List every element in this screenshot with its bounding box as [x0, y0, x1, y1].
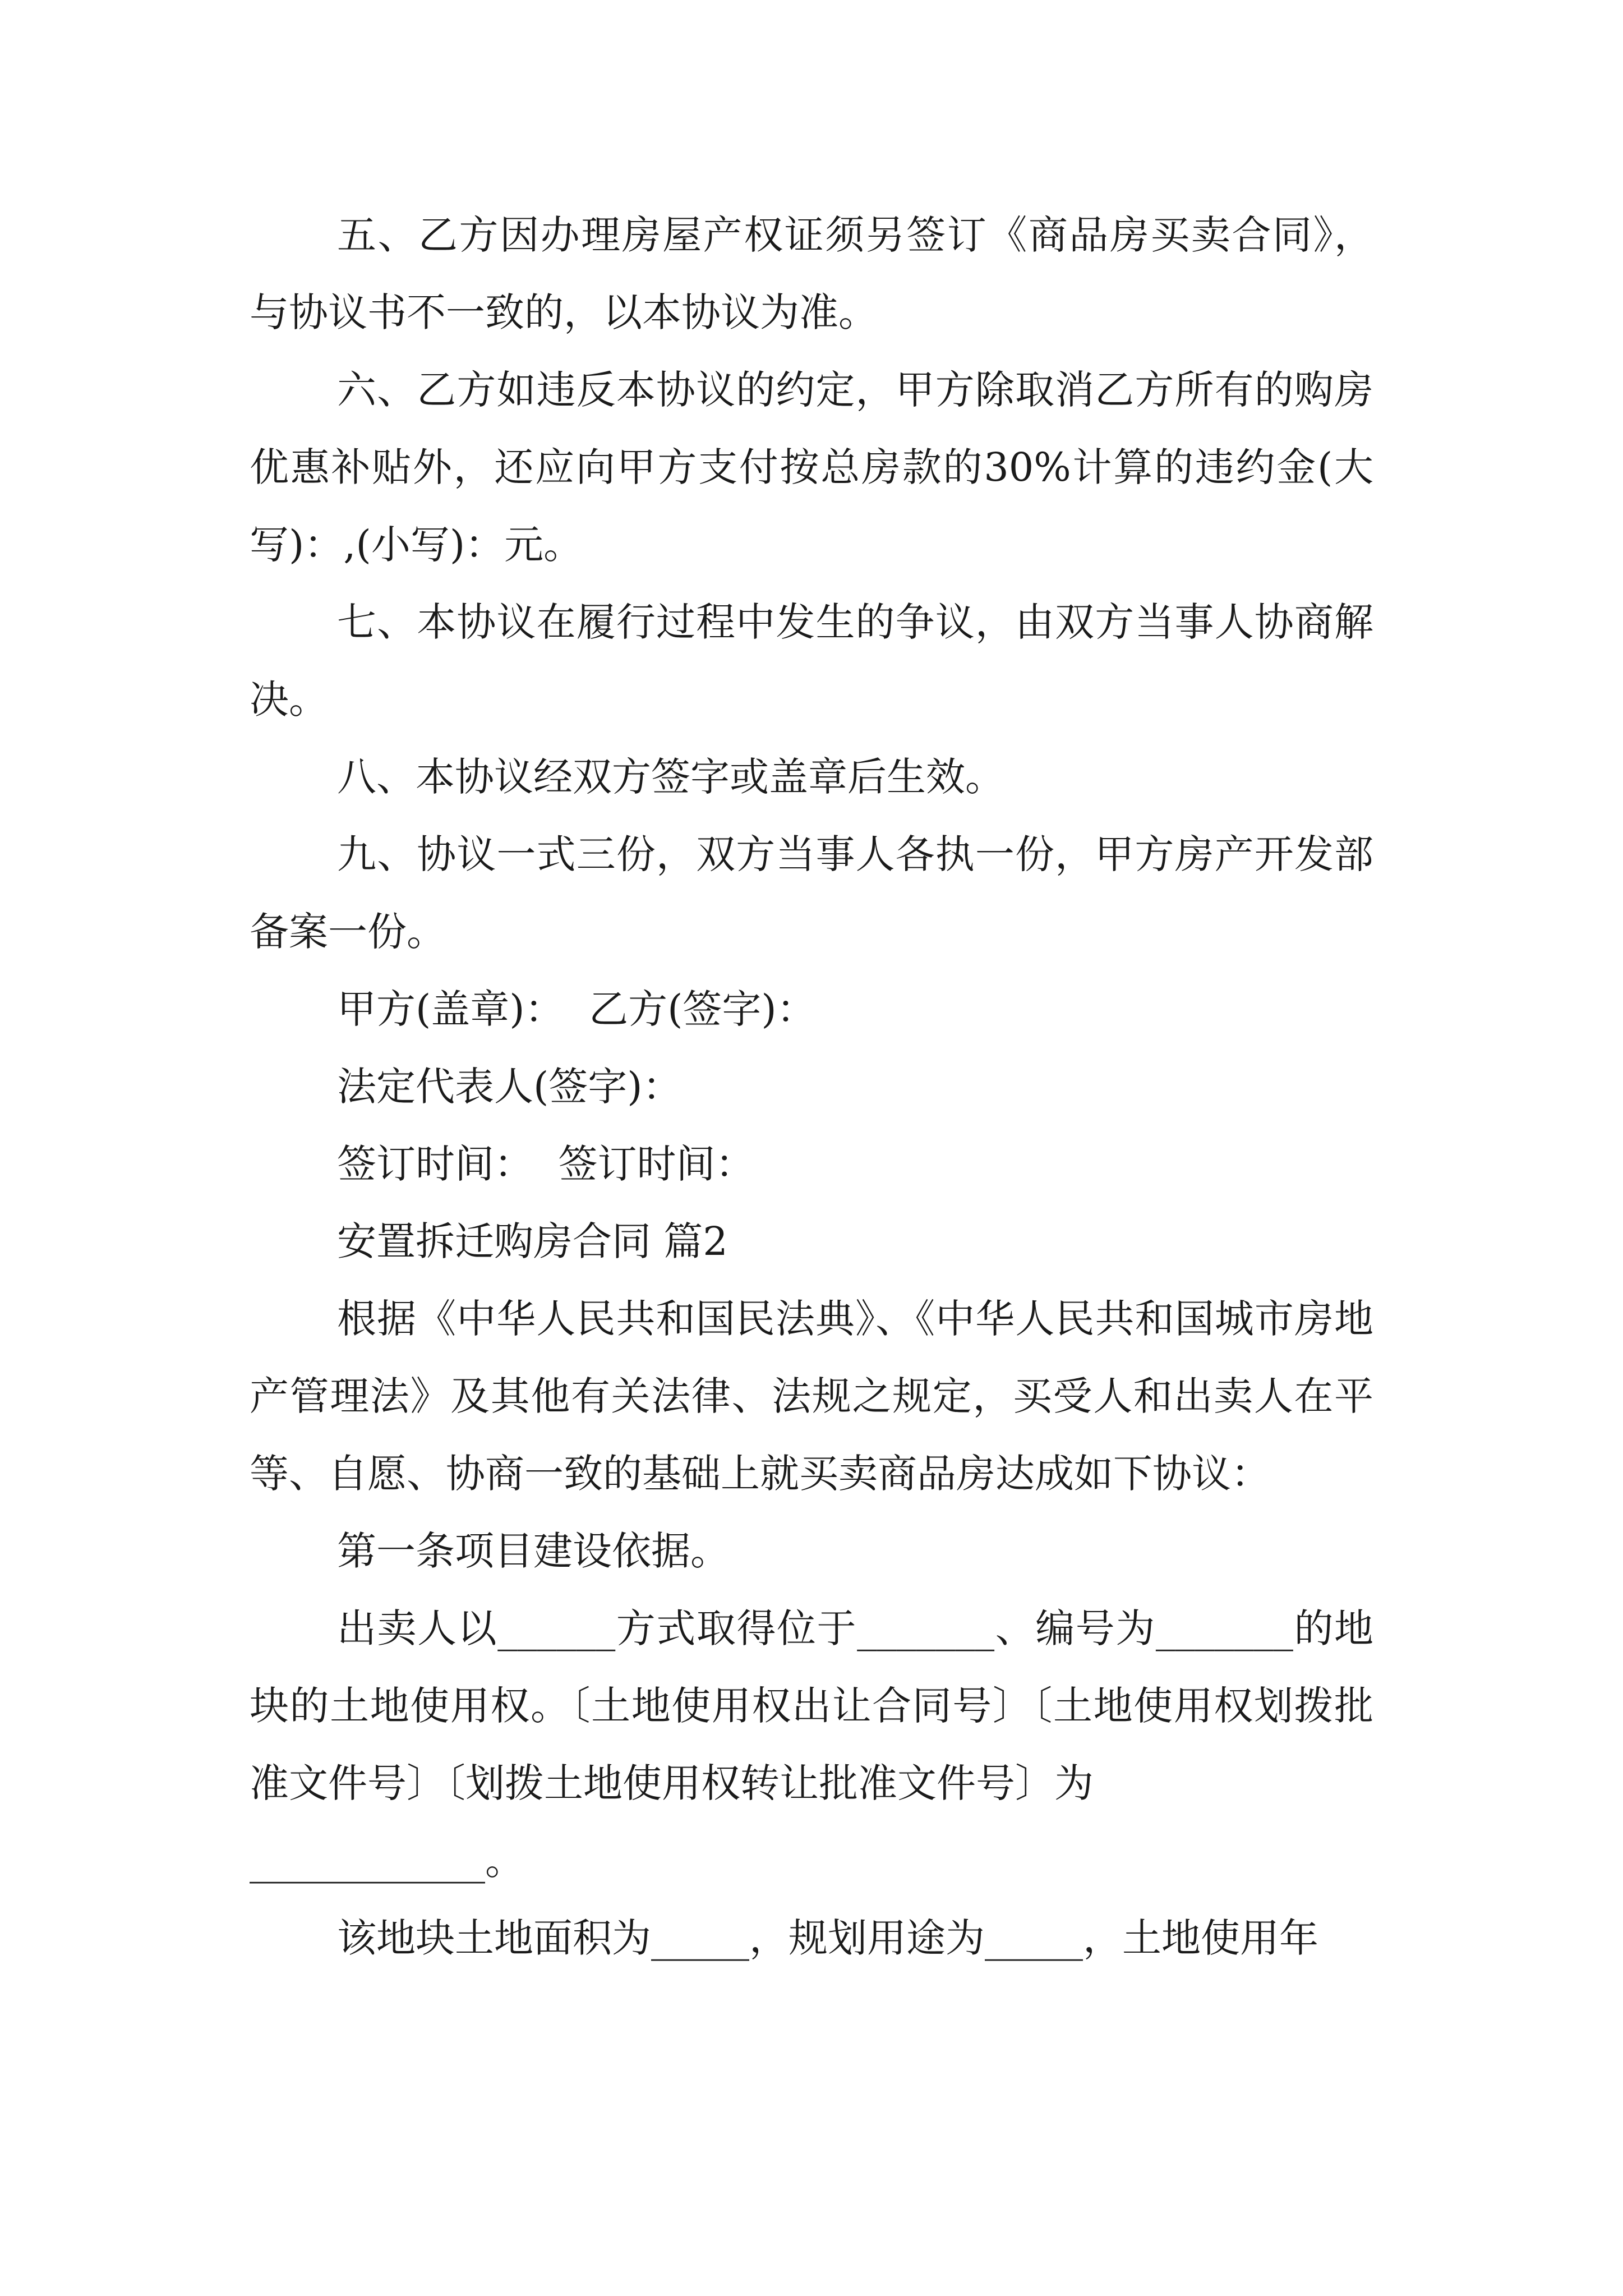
- document-body: [250, 196, 1373, 1977]
- clause-5: 五、乙方因办理房屋产权证须另签订《商品房买卖合同》，与协议书不一致的，以本协议为准。: [250, 212, 1373, 335]
- signing-date-line: 签订时间： 签订时间：: [337, 1141, 755, 1187]
- article-1-heading: 第一条项目建设依据。: [337, 1528, 730, 1574]
- clause-6: 六、乙方如违反本协议的约定，甲方除取消乙方所有的购房优惠补贴外，还应向甲方支付按总房款的30%计算的违约金(大写)：,(小写)：元。: [250, 367, 1373, 568]
- signature-party-line: 甲方(盖章)： 乙方(签字)：: [337, 986, 816, 1032]
- blank-number-line: ____________。: [250, 1838, 524, 1884]
- clause-9: 九、协议一式三份，双方当事人各执一份，甲方房产开发部备案一份。: [250, 831, 1373, 955]
- clause-8: 八、本协议经双方签字或盖章后生效。: [337, 754, 1004, 800]
- preamble-paragraph: 根据《中华人民共和国民法典》、《中华人民共和国城市房地产管理法》及其他有关法律、法规之规定，买受人和出卖人在平等、自愿、协商一致的基础上就买卖商品房达成如下协议：: [250, 1296, 1373, 1497]
- land-area-paragraph: 该地块土地面积为_____，规划用途为_____，土地使用年: [337, 1915, 1318, 1961]
- legal-representative-line: 法定代表人(签字)：: [337, 1064, 682, 1110]
- land-acquisition-paragraph: 出卖人以______方式取得位于_______、编号为_______的地块的土地使用权。〔土地使用权出让合同号〕〔土地使用权划拨批准文件号〕〔划拨土地使用权转让批准文件号〕为: [250, 1605, 1373, 1806]
- section-heading: 安置拆迁购房合同 篇2: [337, 1218, 728, 1264]
- clause-7: 七、本协议在履行过程中发生的争议，由双方当事人协商解决。: [250, 599, 1373, 723]
